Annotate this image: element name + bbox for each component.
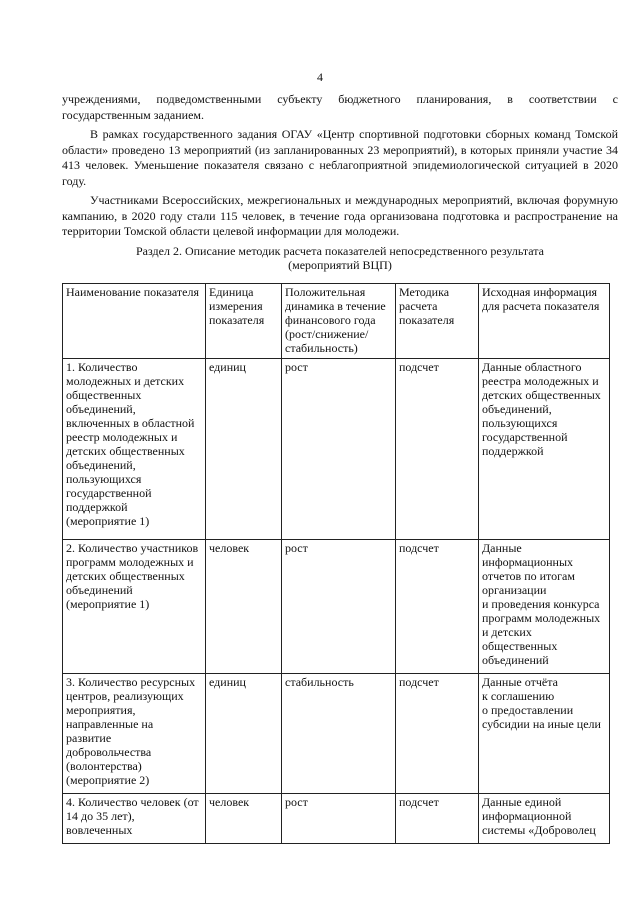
body-text xyxy=(62,92,618,240)
header-indicator-name: Наименование показателя xyxy=(63,284,206,359)
table-header-row xyxy=(63,284,610,359)
row-unit: единиц xyxy=(206,674,282,794)
row-source: Данные областного реестра молодежных и детских общественных объединений, пользующихся государственной поддержкой xyxy=(479,359,610,540)
table-row xyxy=(63,794,610,844)
indicators-table xyxy=(62,283,610,844)
table-row xyxy=(63,674,610,794)
row-method: подсчет xyxy=(396,359,479,540)
row-name: 2. Количество участников программ молодежных и детских общественных объединений (мероприятие 1) xyxy=(63,540,206,674)
row-source: Данные информационных отчетов по итогам организации и проведения конкурса программ молодежных и детских общественных объединений xyxy=(479,540,610,674)
row-source: Данные отчёта к соглашению о предоставлении субсидии на иные цели xyxy=(479,674,610,794)
table-row xyxy=(63,540,610,674)
row-dynamics: рост xyxy=(282,359,396,540)
row-dynamics: стабильность xyxy=(282,674,396,794)
paragraph-state-task: В рамках государственного задания ОГАУ «Центр спортивной подготовки сборных команд Томской области» проведено 13 мероприятий (из запланированных 23 мероприятий), в которых приняли участие 34 413 человек. Уменьшение показателя связано с неблагоприятной эпидемиологической ситуацией в 2020 году. xyxy=(62,127,618,188)
table-row xyxy=(63,359,610,540)
row-name: 1. Количество молодежных и детских общественных объединений, включенных в областной реестр молодежных и детских общественных объединений, пользующихся государственной поддержкой (мероприятие 1) xyxy=(63,359,206,540)
header-dynamics: Положительная динамика в течение финансового года (рост/снижение/ стабильность) xyxy=(282,284,396,359)
row-method: подсчет xyxy=(396,540,479,674)
row-unit: человек xyxy=(206,540,282,674)
row-unit: единиц xyxy=(206,359,282,540)
row-dynamics: рост xyxy=(282,540,396,674)
row-dynamics: рост xyxy=(282,794,396,844)
row-unit: человек xyxy=(206,794,282,844)
paragraph-continued: учреждениями, подведомственными субъекту бюджетного планирования, в соответствии с государственным заданием. xyxy=(62,92,618,122)
paragraph-participants: Участниками Всероссийских, межрегиональных и международных мероприятий, включая форумную кампанию, в 2020 году стали 115 человек, в течение года организована подготовка и распространение на территории Томской области целевой информации для молодежи. xyxy=(62,193,618,238)
header-method: Методика расчета показателя xyxy=(396,284,479,359)
page-number: 4 xyxy=(317,70,323,84)
header-unit: Единица измерения показателя xyxy=(206,284,282,359)
header-source: Исходная информация для расчета показателя xyxy=(479,284,610,359)
row-source: Данные единой информационной системы «Доброволец xyxy=(479,794,610,844)
row-name: 3. Количество ресурсных центров, реализующих мероприятия, направленные на развитие добровольчества (волонтерства) (мероприятие 2) xyxy=(63,674,206,794)
row-name: 4. Количество человек (от 14 до 35 лет), вовлеченных xyxy=(63,794,206,844)
section-title: Раздел 2. Описание методик расчета показателей непосредственного результата (мероприятий ВЦП) xyxy=(136,244,544,272)
row-method: подсчет xyxy=(396,674,479,794)
row-method: подсчет xyxy=(396,794,479,844)
